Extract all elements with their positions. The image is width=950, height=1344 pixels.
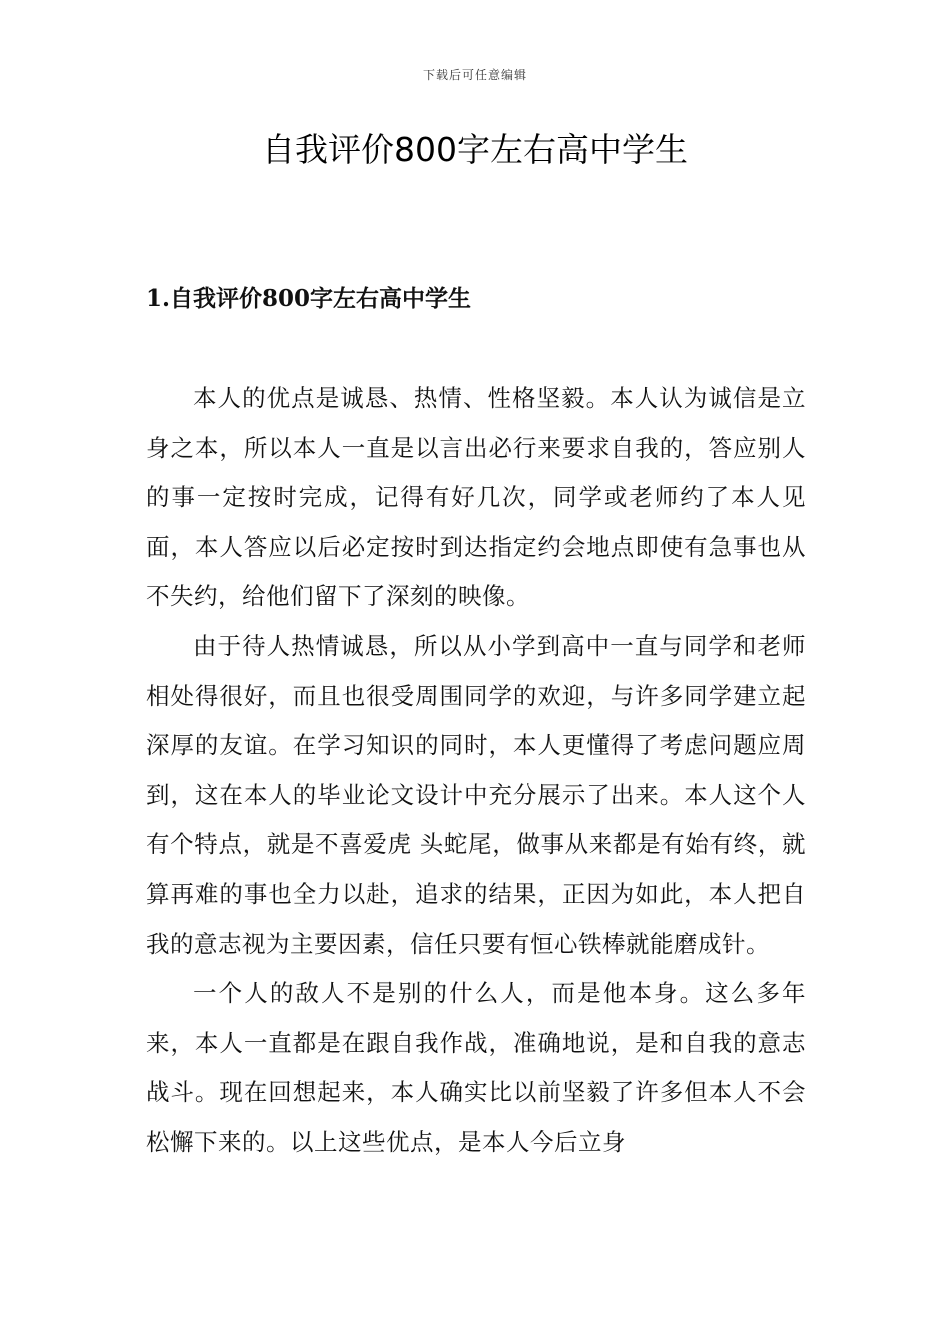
- paragraph: 本人的优点是诚恳、热情、性格坚毅。本人认为诚信是立身之本，所以本人一直是以言出必行来要求自我的，答应别人的事一定按时完成，记得有好几次，同学或老师约了本人见面，本人答应以后必定按时到达指定约会地点即使有急事也从不失约，给他们留下了深刻的映像。: [146, 384, 806, 611]
- paragraph: 由于待人热情诚恳，所以从小学到高中一直与同学和老师相处得很好，而且也很受周围同学的欢迎，与许多同学建立起深厚的友谊。在学习知识的同时，本人更懂得了考虑问题应周到，这在本人的毕业论文设计中充分展示了出来。本人这个人有个特点，就是不喜爱虎 头蛇尾，做事从来都是有始有终，就算再难的事也全力以赴，追求的结果，正因为如此，本人把自我的意志视为主要因素，信任只要有恒心铁棒就能磨成针。: [146, 631, 806, 958]
- document-title: 自我评价800字左右高中学生: [262, 130, 688, 169]
- section-heading: 1.自我评价800字左右高中学生: [146, 285, 472, 312]
- paragraph: 一个人的敌人不是别的什么人，而是他本身。这么多年来，本人一直都是在跟自我作战，准确地说，是和自我的意志战斗。现在回想起来，本人确实比以前坚毅了许多但本人不会松懈下来的。以上这些优点，是本人今后立身: [146, 979, 806, 1156]
- document-body: [146, 374, 806, 1168]
- header-note: 下载后可任意编辑: [422, 68, 527, 82]
